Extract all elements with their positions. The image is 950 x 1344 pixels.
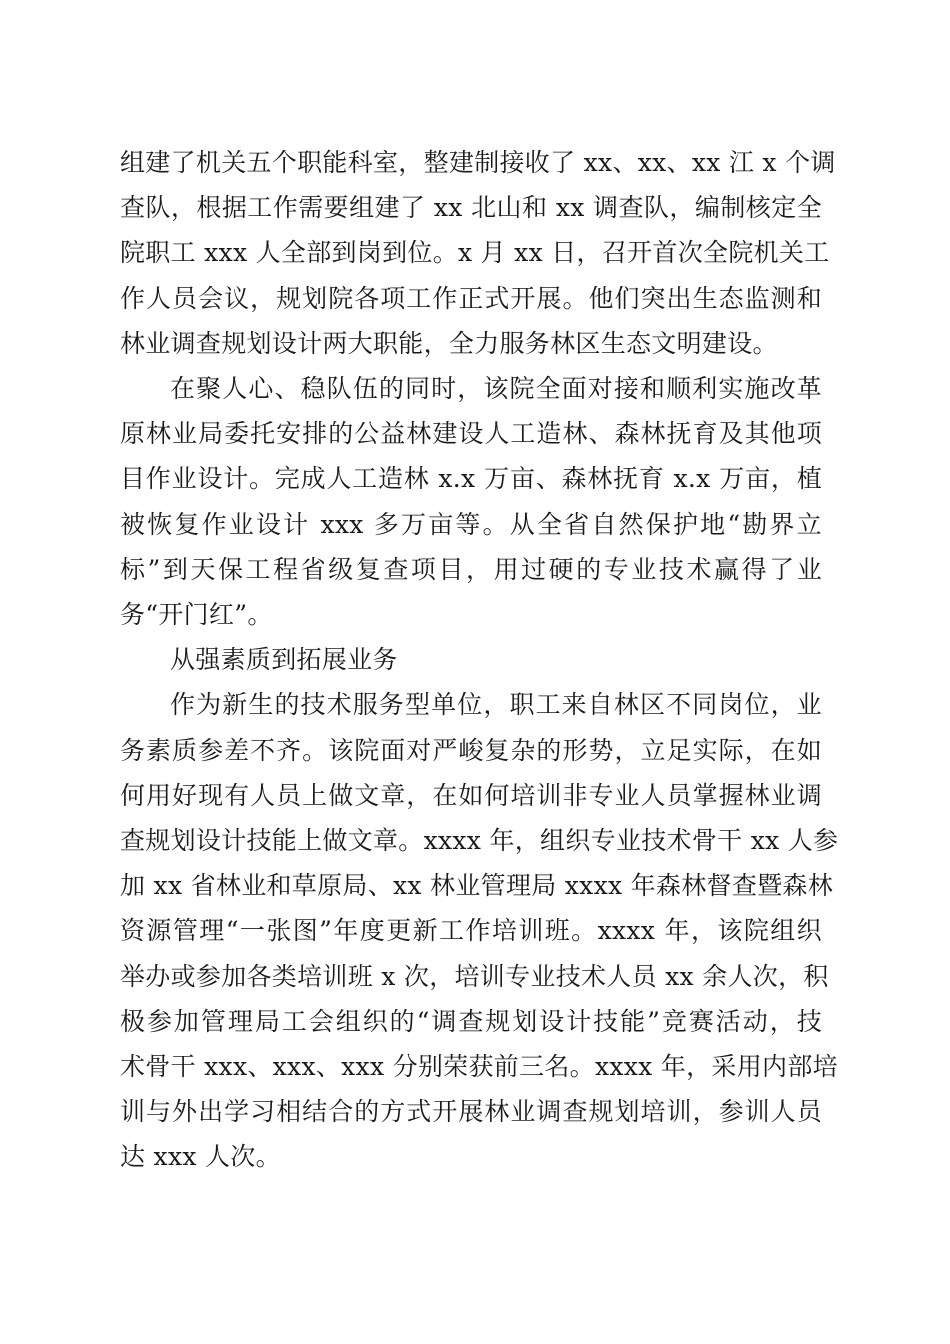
section-heading-text: 从强素质到拓展业务 xyxy=(170,645,398,675)
text-line: 院职工 xxx 人全部到岗到位。x 月 xx 日，召开首次全院机关工 xyxy=(120,238,830,268)
text-line: 达 xxx 人次。 xyxy=(120,1142,281,1172)
paragraph-org-setup xyxy=(120,140,836,366)
text-line: 林业调查规划设计两大职能，全力服务林区生态文明建设。 xyxy=(120,328,778,358)
text-line: 被恢复作业设计 xxx 多万亩等。从全省自然保护地“勘界立 xyxy=(120,509,822,539)
text-line: 查队，根据工作需要组建了 xx 北山和 xx 调查队，编制核定全 xyxy=(120,193,822,223)
text-line: 极参加管理局工会组织的“调查规划设计技能”竞赛活动，技 xyxy=(120,1006,822,1036)
text-line: 资源管理“一张图”年度更新工作培训班。xxxx 年，该院组织 xyxy=(120,916,822,946)
text-line: 务素质参差不齐。该院面对严峻复杂的形势，立足实际，在如 xyxy=(120,735,822,765)
text-line: 何用好现有人员上做文章，在如何培训非专业人员掌握林业调 xyxy=(120,780,822,810)
text-line: 训与外出学习相结合的方式开展林业调查规划培训，参训人员 xyxy=(120,1097,822,1127)
text-line: 原林业局委托安排的公益林建设人工造林、森林抚育及其他项 xyxy=(120,419,822,449)
paragraph-training xyxy=(120,682,839,1179)
paragraph-project-design xyxy=(120,366,822,637)
text-line: 作为新生的技术服务型单位，职工来自林区不同岗位，业 xyxy=(170,690,822,720)
text-line: 组建了机关五个职能科室，整建制接收了 xx、xx、xx 江 x 个调 xyxy=(120,148,836,177)
text-line: 查规划设计技能上做文章。xxxx 年，组织专业技术骨干 xx 人参 xyxy=(120,826,839,856)
text-line: 术骨干 xxx、xxx、xxx 分别荣获前三名。xxxx 年，采用内部培 xyxy=(120,1052,838,1082)
section-heading xyxy=(120,637,822,682)
text-line: 务“开门红”。 xyxy=(120,600,273,630)
text-line: 目作业设计。完成人工造林 x.x 万亩、森林抚育 x.x 万亩，植 xyxy=(120,464,822,494)
text-line: 标”到天保工程省级复查项目，用过硬的专业技术赢得了业 xyxy=(120,554,822,584)
document-page xyxy=(120,140,839,1180)
text-line: 在聚人心、稳队伍的同时，该院全面对接和顺利实施改革 xyxy=(170,374,822,404)
text-line: 举办或参加各类培训班 x 次，培训专业技术人员 xx 余人次，积 xyxy=(120,961,829,991)
text-line: 加 xx 省林业和草原局、xx 林业管理局 xxxx 年森林督查暨森林 xyxy=(120,871,834,901)
text-line: 作人员会议，规划院各项工作正式开展。他们突出生态监测和 xyxy=(120,283,822,313)
